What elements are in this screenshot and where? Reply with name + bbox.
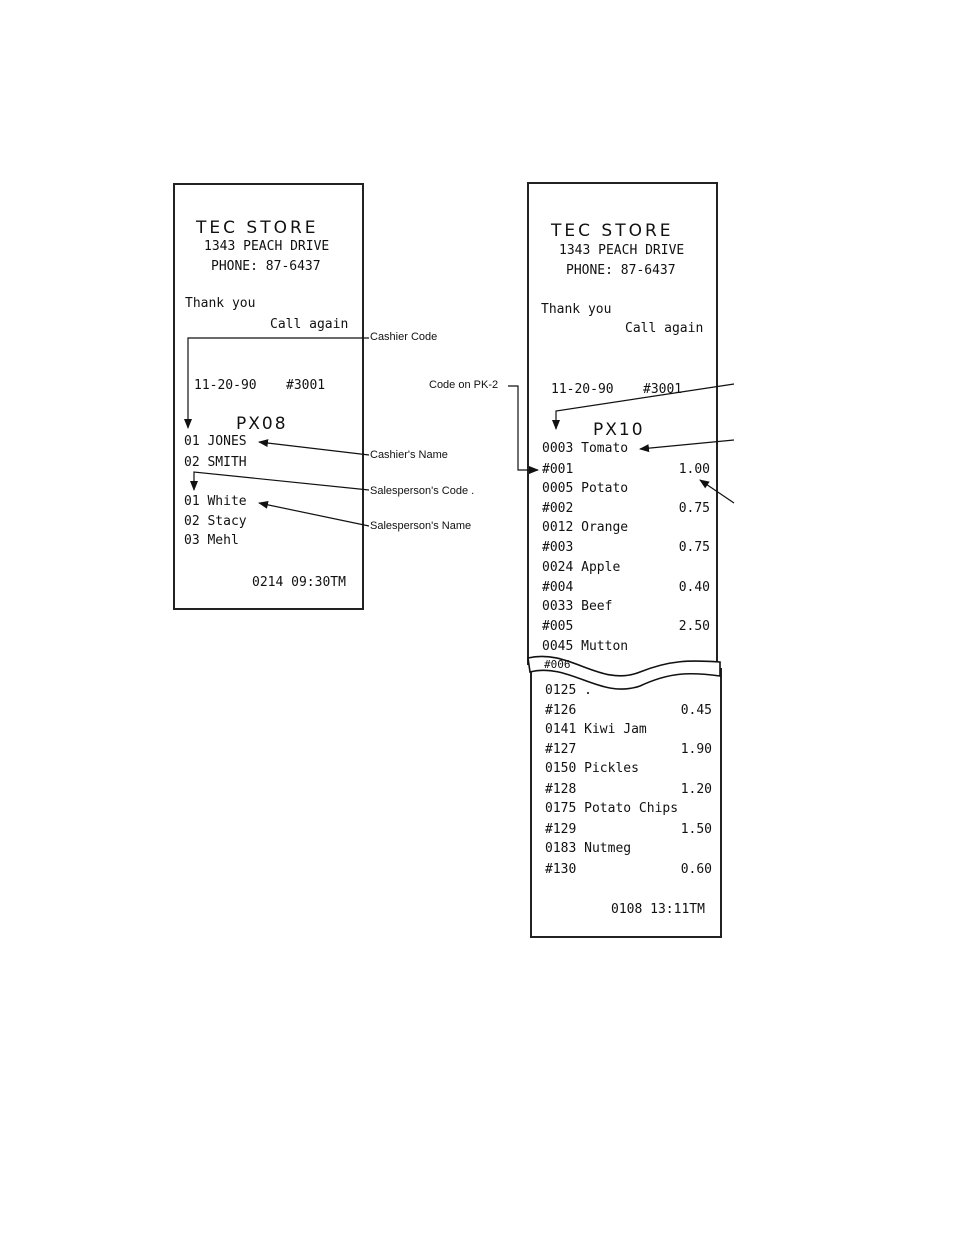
item-price: 1.90 bbox=[680, 742, 712, 757]
item-price: 1.00 bbox=[678, 462, 710, 477]
item-code: #129 bbox=[545, 822, 577, 837]
item-name: 0012 Orange bbox=[542, 520, 629, 535]
annotation-code-on-pk2: Code on PK-2 bbox=[429, 379, 499, 391]
right-report-title: PX10 bbox=[593, 420, 645, 440]
px10-leader bbox=[556, 384, 734, 429]
price-leader bbox=[700, 480, 734, 503]
item-code: #130 bbox=[545, 862, 577, 877]
left-phone: PHONE: 87-6437 bbox=[211, 259, 321, 274]
salesperson-code-leader bbox=[194, 472, 369, 490]
right-phone: PHONE: 87-6437 bbox=[566, 263, 676, 278]
item-price: 0.40 bbox=[678, 580, 710, 595]
right-address: 1343 PEACH DRIVE bbox=[559, 243, 685, 258]
annotation-salesperson-name: Salesperson's Name bbox=[370, 520, 472, 532]
item-code: #005 bbox=[542, 619, 574, 634]
item-price: 1.50 bbox=[680, 822, 712, 837]
item-name: 0033 Beef bbox=[542, 599, 613, 614]
item-name: 0183 Nutmeg bbox=[545, 841, 632, 856]
annotation-salesperson-code: Salesperson's Code . bbox=[370, 485, 475, 497]
salesperson-name-leader bbox=[259, 503, 369, 526]
annotation-cashier-name: Cashier's Name bbox=[370, 449, 448, 461]
code-on-pk2-leader bbox=[508, 386, 538, 470]
item-code: #001 bbox=[542, 462, 574, 477]
item-code: #002 bbox=[542, 501, 574, 516]
left-report-title: PX08 bbox=[236, 414, 288, 434]
right-thank-you: Thank you bbox=[541, 302, 612, 317]
item-name: 0125 . bbox=[545, 683, 592, 698]
left-salesperson-2: 02 Stacy bbox=[184, 514, 247, 529]
left-thank-you: Thank you bbox=[185, 296, 256, 311]
left-call-again: Call again bbox=[270, 317, 349, 332]
left-store-name: TEC STORE bbox=[196, 218, 319, 238]
item-price: 2.50 bbox=[678, 619, 710, 634]
item-name-leader bbox=[640, 440, 734, 449]
item-price: 0.60 bbox=[680, 862, 712, 877]
item-price: 0.75 bbox=[678, 540, 710, 555]
item-code: #128 bbox=[545, 782, 577, 797]
item-price: 1.20 bbox=[680, 782, 712, 797]
left-register: #3001 bbox=[286, 378, 326, 393]
left-salesperson-3: 03 Mehl bbox=[184, 533, 239, 548]
item-name: 0005 Potato bbox=[542, 481, 629, 496]
annotation-cashier-code: Cashier Code bbox=[370, 331, 438, 343]
right-call-again: Call again bbox=[625, 321, 704, 336]
item-code: #127 bbox=[545, 742, 577, 757]
item-code: #004 bbox=[542, 580, 574, 595]
right-date: 11-20-90 bbox=[551, 382, 614, 397]
item-price: 0.75 bbox=[678, 501, 710, 516]
item-name: 0045 Mutton bbox=[542, 639, 629, 654]
item-code: #126 bbox=[545, 703, 577, 718]
right-footer: 0108 13:11TM bbox=[611, 902, 705, 917]
left-cashier-1: 01 JONES bbox=[184, 434, 247, 449]
left-salesperson-1: 01 White bbox=[184, 494, 247, 509]
item-price: 0.45 bbox=[680, 703, 712, 718]
cashier-name-leader bbox=[259, 442, 369, 455]
item-name: 0024 Apple bbox=[542, 560, 621, 575]
left-address: 1343 PEACH DRIVE bbox=[204, 239, 330, 254]
cashier-code-leader bbox=[188, 338, 369, 428]
right-register: #3001 bbox=[643, 382, 683, 397]
left-footer: 0214 09:30TM bbox=[252, 575, 346, 590]
item-name: 0141 Kiwi Jam bbox=[545, 722, 647, 737]
item-name: 0150 Pickles bbox=[545, 761, 639, 776]
item-name: 0003 Tomato bbox=[542, 441, 629, 456]
right-store-name: TEC STORE bbox=[551, 221, 674, 241]
torn-text-fragment: #006 bbox=[544, 658, 571, 671]
left-cashier-2: 02 SMITH bbox=[184, 455, 247, 470]
left-date: 11-20-90 bbox=[194, 378, 257, 393]
item-code: #003 bbox=[542, 540, 574, 555]
item-name: 0175 Potato Chips bbox=[545, 801, 679, 816]
